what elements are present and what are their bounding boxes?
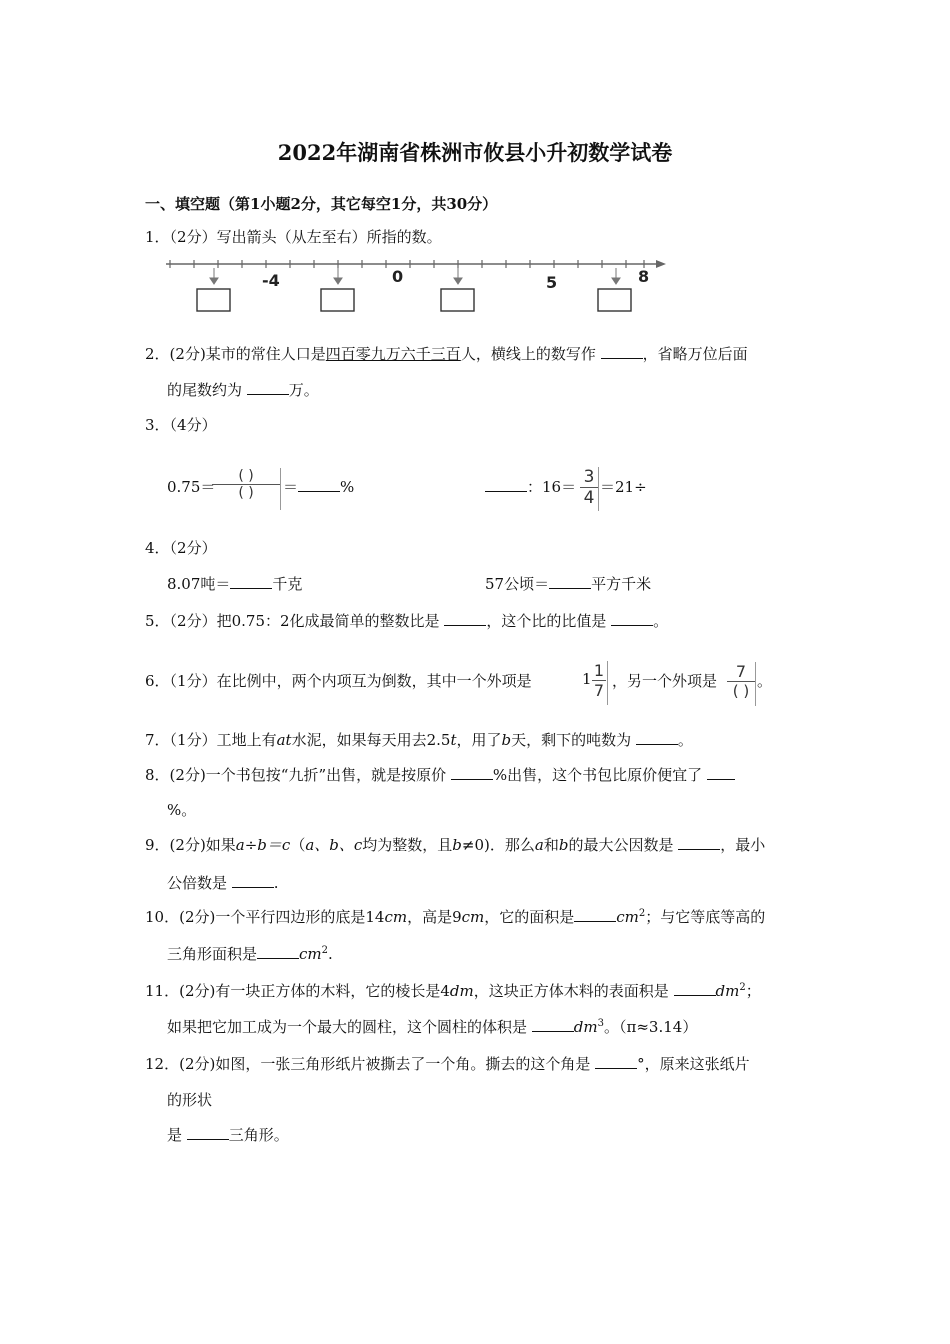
q4-left: 8.07吨＝ 千克 [167, 575, 303, 593]
q3-right-tail: ＝21÷ [600, 478, 647, 496]
question-3: 3．（4分） [145, 416, 217, 434]
question-12-answer: 是 三角形。 [167, 1126, 289, 1144]
question-8-cont: %。 [167, 801, 197, 819]
q4-right: 57公顷＝ 平方千米 [485, 575, 652, 593]
fraction-3-4: 3 4 [580, 467, 598, 508]
paren-fraction: ( ) ( ) [212, 468, 280, 501]
question-6-mid: ，另一个外项是 [612, 672, 718, 690]
question-11: 11．(2分)有一块正方体的木料，它的棱长是4dm，这块正方体木料的表面积是 $dm^2$； [145, 982, 761, 1000]
q3-left-tail: ＝ % [283, 478, 355, 496]
label-5: 5 [546, 273, 558, 292]
section-heading: 一、填空题（第1小题2分，其它每空1分，共30分） [145, 195, 498, 213]
label-0: 0 [392, 267, 404, 286]
question-12: 12．(2分)如图，一张三角形纸片被撕去了一个角。撕去的这个角是 °，原来这张纸片 [145, 1055, 750, 1073]
q3-left-expr: 0.75＝ [167, 478, 216, 496]
mixed-number-whole: 1 [582, 670, 592, 688]
question-2-cont: 的尾数约为 万。 [167, 381, 319, 399]
question-1: 1．（2分）写出箭头（从左至右）所指的数。 [145, 228, 442, 246]
fraction-1-7: 1 7 [593, 661, 605, 700]
number-line-figure [164, 252, 668, 314]
question-9: 9．(2分)如果a÷b＝c（a、b、c均为整数，且b≠0)．那么a和b的最大公因数是 ，最小 [145, 836, 766, 854]
question-10: 10．(2分)一个平行四边形的底是14cm，高是9cm，它的面积是 $cm^2$；与它等底等高的 [145, 908, 766, 926]
q3-right-expr: ：16＝ [485, 476, 576, 497]
question-12-cont: 的形状 [167, 1091, 213, 1109]
question-4: 4．（2分） [145, 539, 217, 557]
question-8: 8．(2分)一个书包按“九折”出售，就是按原价 %出售，这个书包比原价便宜了 [145, 764, 735, 785]
question-7: 7．（1分）工地上有at水泥，如果每天用去2.5t，用了b天，剩下的吨数为 。 [145, 731, 693, 749]
label-neg4: -4 [262, 271, 280, 290]
question-5: 5．（2分）把0.75：2化成最简单的整数比是 ，这个比的比值是 。 [145, 612, 669, 630]
question-6-end: 。 [757, 672, 773, 690]
question-11-cont: 如果把它加工成为一个最大的圆柱，这个圆柱的体积是 $dm^3$。（π≈3.14） [167, 1018, 698, 1036]
question-2: 2．(2分)某市的常住人口是四百零九万六千三百人，横线上的数写作 ，省略万位后面 [145, 345, 748, 363]
label-8: 8 [638, 267, 650, 286]
question-10-cont: 三角形面积是 $cm^2$. [167, 945, 333, 963]
question-9-cont: 公倍数是 . [167, 874, 279, 892]
page-title: 2022年湖南省株洲市攸县小升初数学试卷 [277, 140, 673, 165]
fraction-7-paren: 7 ( ) [727, 662, 755, 700]
question-6: 6．（1分）在比例中，两个内项互为倒数，其中一个外项是 [145, 672, 532, 690]
